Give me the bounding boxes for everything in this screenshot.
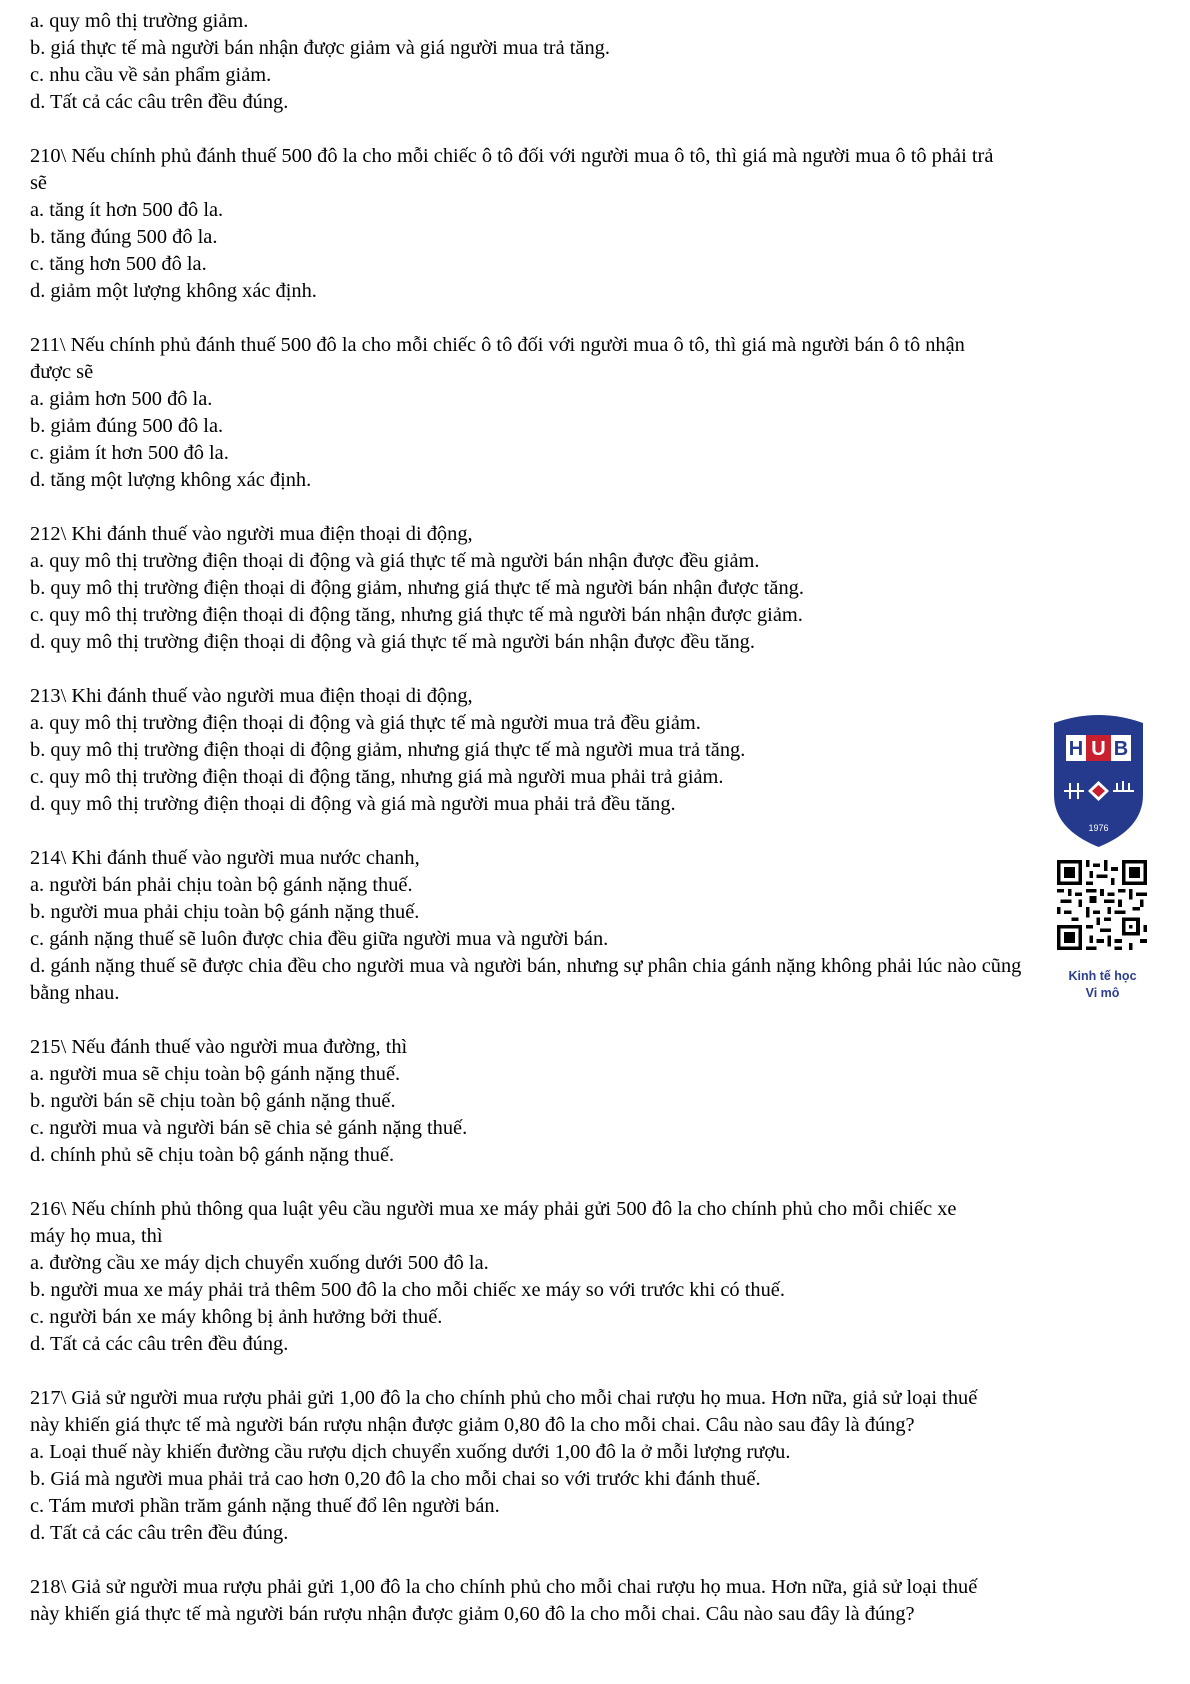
option-a: a. đường cầu xe máy dịch chuyển xuống dưới 500 đô la. (30, 1252, 489, 1274)
option-d: d. gánh nặng thuế sẽ được chia đều cho người mua và người bán, nhưng sự phân chia gánh nặng không phải lúc nào cũng bằng nhau. (30, 955, 1022, 1004)
question-text: 214\ Khi đánh thuế vào người mua nước chanh, (30, 847, 420, 869)
question-218 (30, 1574, 1180, 1628)
option-a: a. Loại thuế này khiến đường cầu rượu dịch chuyển xuống dưới 1,00 đô la ở mỗi lượng rượu. (30, 1441, 791, 1463)
option-a: a. quy mô thị trường giảm. (30, 10, 249, 32)
subject-label (1040, 968, 1165, 1002)
question-text: 215\ Nếu đánh thuế vào người mua đường, thì (30, 1036, 408, 1058)
option-b: b. người mua xe máy phải trả thêm 500 đô la cho mỗi chiếc xe máy so với trước khi có thuế. (30, 1279, 785, 1301)
option-d: d. quy mô thị trường điện thoại di động và giá mà người mua phải trả đều tăng. (30, 793, 676, 815)
letter-u: U (1091, 738, 1106, 760)
option-c: c. quy mô thị trường điện thoại di động tăng, nhưng giá mà người mua phải trả giảm. (30, 766, 724, 788)
question-213 (30, 683, 1180, 818)
option-b: b. tăng đúng 500 đô la. (30, 226, 218, 248)
option-b: b. quy mô thị trường điện thoại di động giảm, nhưng giá thực tế mà người bán nhận được tăng. (30, 577, 804, 599)
option-c: c. gánh nặng thuế sẽ luôn được chia đều giữa người mua và người bán. (30, 928, 609, 950)
option-a: a. người bán phải chịu toàn bộ gánh nặng thuế. (30, 874, 413, 896)
question-text: này khiến giá thực tế mà người bán rượu nhận được giảm 0,80 đô la cho mỗi chai. Câu nào sau đây là đúng? (30, 1414, 915, 1436)
option-d: d. Tất cả các câu trên đều đúng. (30, 1522, 289, 1544)
option-d: d. Tất cả các câu trên đều đúng. (30, 1333, 289, 1355)
question-text: 211\ Nếu chính phủ đánh thuế 500 đô la cho mỗi chiếc ô tô đối với người mua ô tô, thì giá mà người bán ô tô nhận (30, 334, 965, 356)
option-c: c. quy mô thị trường điện thoại di động tăng, nhưng giá thực tế mà người bán nhận được giảm. (30, 604, 803, 626)
founding-year: 1976 (1088, 823, 1109, 833)
option-c: c. Tám mươi phần trăm gánh nặng thuế đổ lên người bán. (30, 1495, 500, 1517)
subject-line-2: Vi mô (1085, 986, 1120, 1000)
option-c: c. giảm ít hơn 500 đô la. (30, 442, 229, 464)
question-continuation (30, 8, 1180, 116)
question-210 (30, 143, 1180, 305)
question-text: 217\ Giả sử người mua rượu phải gửi 1,00 đô la cho chính phủ cho mỗi chai rượu họ mua. Hơn nữa, giả sử loại thuế (30, 1387, 978, 1409)
question-text: sẽ (30, 172, 47, 194)
option-a: a. người mua sẽ chịu toàn bộ gánh nặng thuế. (30, 1063, 401, 1085)
question-text: 218\ Giả sử người mua rượu phải gửi 1,00 đô la cho chính phủ cho mỗi chai rượu họ mua. Hơn nữa, giả sử loại thuế (30, 1576, 978, 1598)
letter-h: H (1068, 738, 1084, 760)
option-a: a. tăng ít hơn 500 đô la. (30, 199, 224, 221)
option-d: d. quy mô thị trường điện thoại di động và giá thực tế mà người bán nhận được đều tăng. (30, 631, 755, 653)
option-c: c. người bán xe máy không bị ảnh hưởng bởi thuế. (30, 1306, 443, 1328)
option-b: b. quy mô thị trường điện thoại di động giảm, nhưng giá thực tế mà người mua trả tăng. (30, 739, 746, 761)
option-a: a. giảm hơn 500 đô la. (30, 388, 213, 410)
question-216 (30, 1196, 1180, 1358)
question-text: máy họ mua, thì (30, 1225, 163, 1247)
option-d: d. tăng một lượng không xác định. (30, 469, 312, 491)
option-a: a. quy mô thị trường điện thoại di động và giá thực tế mà người bán nhận được đều giảm. (30, 550, 760, 572)
letter-b: B (1113, 738, 1129, 760)
option-c: c. nhu cầu về sản phẩm giảm. (30, 64, 272, 86)
option-d: d. chính phủ sẽ chịu toàn bộ gánh nặng thuế. (30, 1144, 395, 1166)
option-d: d. Tất cả các câu trên đều đúng. (30, 91, 289, 113)
option-c: c. tăng hơn 500 đô la. (30, 253, 207, 275)
option-b: b. người mua phải chịu toàn bộ gánh nặng thuế. (30, 901, 420, 923)
question-text: được sẽ (30, 361, 94, 383)
option-b: b. Giá mà người mua phải trả cao hơn 0,20 đô la cho mỗi chai so với trước khi đánh thuế. (30, 1468, 761, 1490)
option-d: d. giảm một lượng không xác định. (30, 280, 317, 302)
document-page (30, 8, 1180, 1628)
question-text: 216\ Nếu chính phủ thông qua luật yêu cầu người mua xe máy phải gửi 500 đô la cho chính phủ cho mỗi chiếc xe (30, 1198, 957, 1220)
option-c: c. người mua và người bán sẽ chia sẻ gánh nặng thuế. (30, 1117, 468, 1139)
question-214 (30, 845, 1180, 1007)
option-b: b. giá thực tế mà người bán nhận được giảm và giá người mua trả tăng. (30, 37, 610, 59)
question-text: 210\ Nếu chính phủ đánh thuế 500 đô la cho mỗi chiếc ô tô đối với người mua ô tô, thì giá mà người mua ô tô phải trả (30, 145, 994, 167)
question-text: 212\ Khi đánh thuế vào người mua điện thoại di động, (30, 523, 473, 545)
question-211 (30, 332, 1180, 494)
option-a: a. quy mô thị trường điện thoại di động và giá thực tế mà người mua trả đều giảm. (30, 712, 701, 734)
option-b: b. giảm đúng 500 đô la. (30, 415, 224, 437)
question-217 (30, 1385, 1180, 1547)
question-text: 213\ Khi đánh thuế vào người mua điện thoại di động, (30, 685, 473, 707)
qr-code (1057, 860, 1147, 950)
question-text: này khiến giá thực tế mà người bán rượu nhận được giảm 0,60 đô la cho mỗi chai. Câu nào sau đây là đúng? (30, 1603, 915, 1625)
question-215 (30, 1034, 1180, 1169)
option-b: b. người bán sẽ chịu toàn bộ gánh nặng thuế. (30, 1090, 396, 1112)
hub-logo (1050, 713, 1147, 849)
subject-line-1: Kinh tế học (1068, 969, 1137, 983)
question-212 (30, 521, 1180, 656)
